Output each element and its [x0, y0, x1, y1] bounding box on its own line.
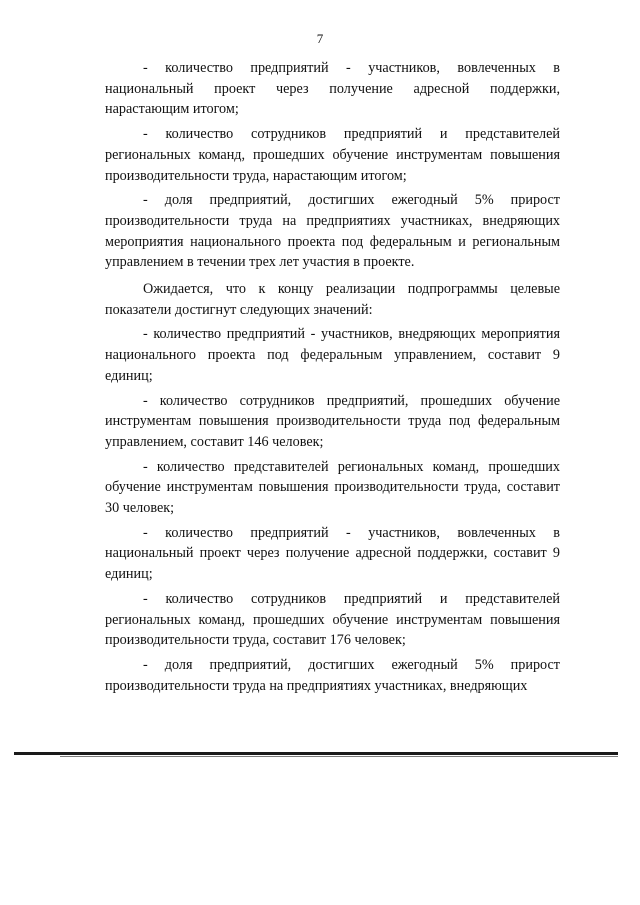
paragraph-target-enterprises-federal: - количество предприятий - участников, внедряющих мероприятия национального проекта под федеральным управлением, составит 9 единиц; [105, 326, 560, 384]
paragraph-target-productivity-growth-share: - доля предприятий, достигших ежегодный 5% прирост производительности труда на предприятиях участниках, внедряющих [105, 656, 560, 694]
paragraph-target-employees-and-regional: - количество сотрудников предприятий и представителей региональных команд, прошедших обучение инструментам повышения производительности труда, составит 176 человек; [105, 590, 560, 649]
page-number: 7 [316, 31, 324, 46]
paragraph-indicator-employees-trained: - количество сотрудников предприятий и представителей региональных команд, прошедших обучение инструментам повышения производительности труда, нарастающим итогом; [105, 126, 560, 184]
paragraph-target-employees-federal: - количество сотрудников предприятий, прошедших обучение инструментам повышения производительности труда под федеральным управлением, составит 146 человек; [105, 392, 560, 450]
document-body [105, 58, 560, 700]
footer-divider-line [14, 752, 618, 755]
paragraph-indicator-productivity-growth-share: - доля предприятий, достигших ежегодный 5% прирост производительности труда на предприятиях участниках, внедряющих мероприятия национального проекта под федеральным и региональным управлением в течении трех лет участия в проекте. [105, 192, 560, 271]
footer-divider-thin-line [60, 756, 618, 757]
paragraph-indicator-enterprises-involved: - количество предприятий - участников, вовлеченных в национальный проект через получение адресной поддержки, нарастающим итогом; [105, 60, 560, 118]
paragraph-expected-values-intro: Ожидается, что к концу реализации подпрограммы целевые показатели достигнут следующих значений: [105, 281, 560, 318]
paragraph-target-enterprises-involved: - количество предприятий - участников, вовлеченных в национальный проект через получение адресной поддержки, составит 9 единиц; [105, 524, 560, 583]
paragraph-target-regional-team-members: - количество представителей региональных команд, прошедших обучение инструментам повышения производительности труда, составит 30 человек; [105, 458, 560, 517]
